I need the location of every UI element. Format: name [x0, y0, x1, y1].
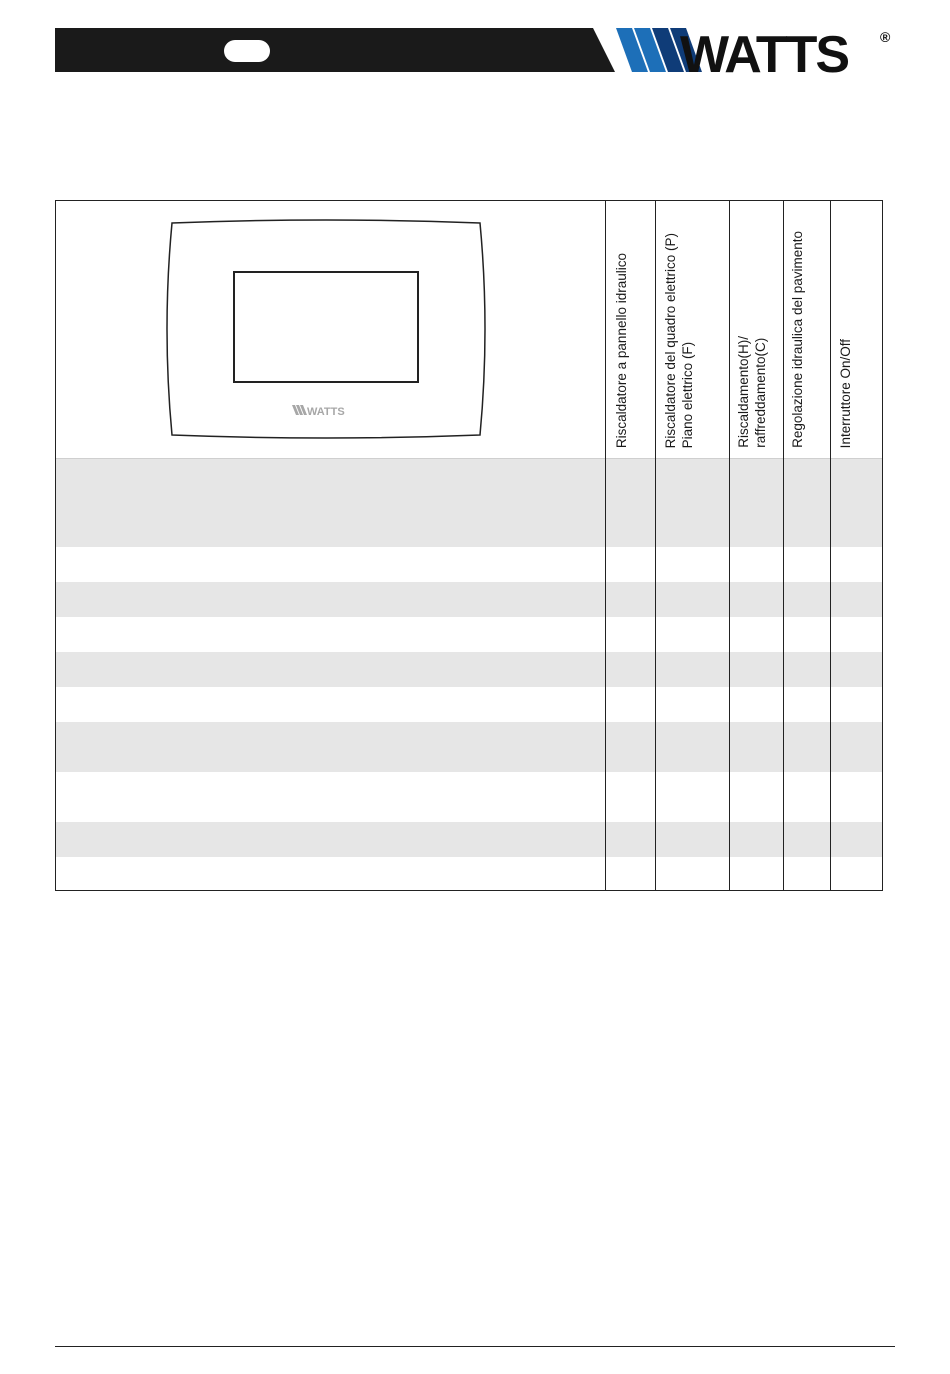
- table-row: [56, 459, 882, 547]
- table-header: [56, 201, 882, 459]
- column-divider: [783, 201, 784, 890]
- table-row: [56, 772, 882, 822]
- table-row: [56, 687, 882, 722]
- table-row: [56, 547, 882, 582]
- column-divider: [729, 201, 730, 890]
- column-header-on-off-switch: Interruttore On/Off: [838, 338, 853, 448]
- watts-logo: [612, 26, 897, 83]
- device-logo: [292, 405, 345, 418]
- table-row: [56, 582, 882, 617]
- feature-table: [55, 200, 883, 891]
- table-row: [56, 652, 882, 687]
- column-header-floor-regulation: Regolazione idraulica del pavimento: [790, 231, 805, 448]
- header-bar-shape: [55, 28, 615, 72]
- column-divider: [655, 201, 656, 890]
- column-header-hydronic-panel: Riscaldatore a pannello idraulico: [614, 252, 629, 448]
- thermostat-drawing: [166, 219, 486, 441]
- column-header-electric-heater: Riscaldatore del quadro elettrico (P) Piano elettrico (F): [663, 232, 695, 448]
- registered-mark: ®: [880, 29, 891, 45]
- column-header-heating-cooling: Riscaldamento(H)/ raffreddamento(C): [736, 336, 768, 448]
- table-row: [56, 857, 882, 890]
- table-row: [56, 722, 882, 772]
- logo-text: WATTS: [680, 26, 849, 78]
- watts-logo-mark: [612, 26, 897, 78]
- thermostat-illustration: [166, 219, 486, 446]
- table-row: [56, 617, 882, 652]
- table-row: [56, 822, 882, 857]
- language-badge: [224, 40, 270, 62]
- column-divider: [605, 201, 606, 890]
- column-divider: [830, 201, 831, 890]
- display-screen: [234, 272, 418, 382]
- header-bar: [55, 28, 615, 72]
- svg-text:WATTS: WATTS: [307, 406, 345, 418]
- footer-rule: [55, 1346, 895, 1347]
